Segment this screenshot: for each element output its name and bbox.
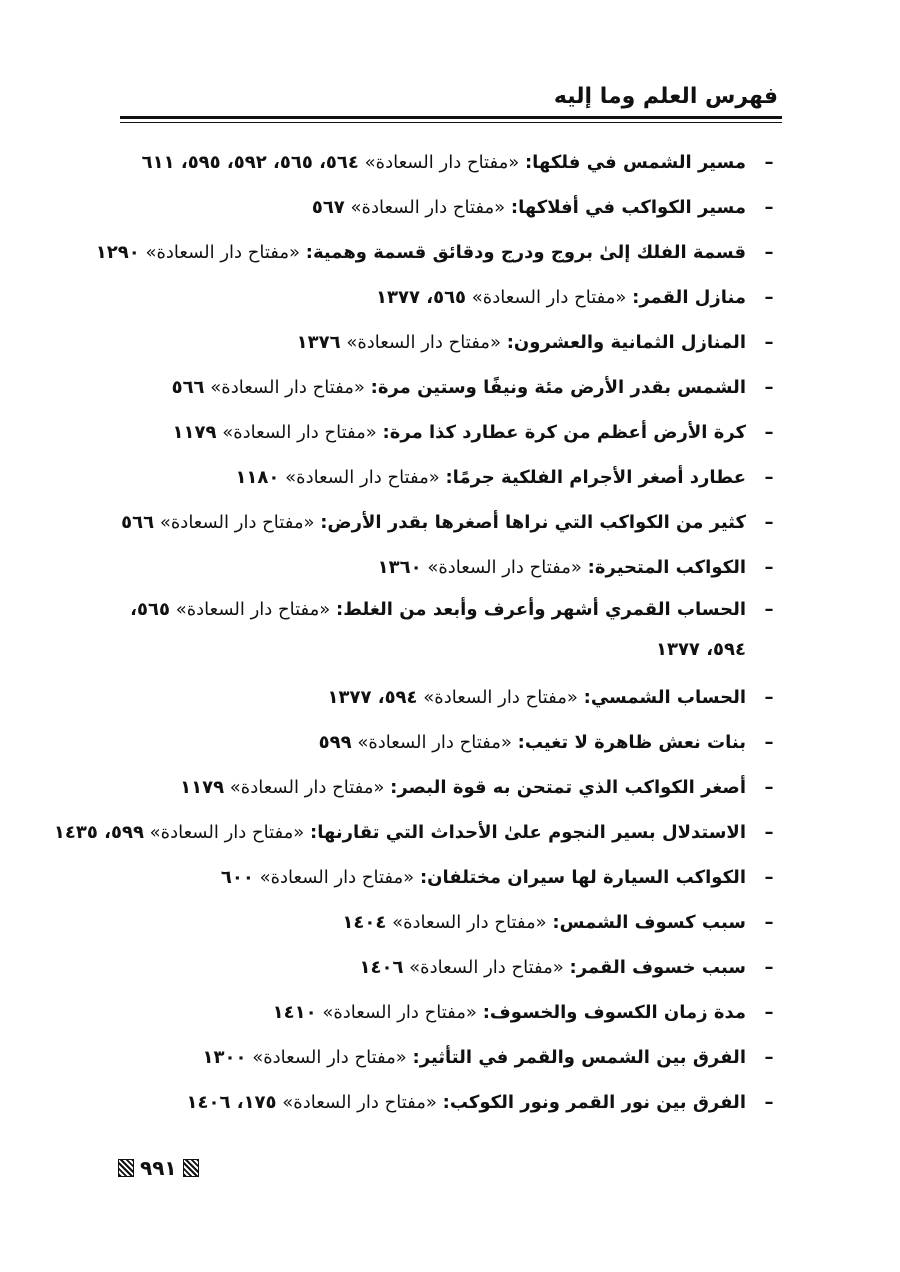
entry-body bbox=[110, 765, 746, 810]
entry-title: الفرق بين نور القمر ونور الكوكب: bbox=[442, 1092, 746, 1113]
entry-body bbox=[110, 1035, 746, 1080]
index-entry bbox=[53, 810, 778, 855]
entry-body bbox=[110, 855, 746, 900]
entry-dash: – bbox=[764, 287, 774, 308]
entry-body bbox=[110, 320, 746, 365]
entry-source: «مفتاح دار السعادة» bbox=[392, 912, 547, 933]
entry-pages: ٥٦٧ bbox=[311, 197, 345, 218]
index-entry bbox=[110, 945, 778, 990]
running-header-title: فهرس العلم وما إليه bbox=[553, 84, 778, 109]
entry-title: مسير الشمس في فلكها: bbox=[524, 152, 746, 173]
entry-source: «مفتاح دار السعادة» bbox=[427, 557, 582, 578]
entry-body bbox=[96, 230, 746, 275]
entry-dash: – bbox=[764, 152, 774, 173]
page-footer bbox=[118, 1156, 199, 1180]
entry-title: سبب خسوف القمر: bbox=[569, 957, 746, 978]
entry-title: مدة زمان الكسوف والخسوف: bbox=[482, 1002, 746, 1023]
entry-pages: ١١٨٠ bbox=[235, 467, 280, 488]
entry-dash: – bbox=[764, 1047, 774, 1068]
index-entry bbox=[110, 590, 778, 670]
entry-title: الفرق بين الشمس والقمر في التأثير: bbox=[412, 1047, 746, 1068]
entry-title: عطارد أصغر الأجرام الفلكية جرمًا: bbox=[445, 467, 746, 488]
index-entry bbox=[110, 410, 778, 455]
index-entries-list bbox=[53, 140, 778, 1125]
entry-title: الكواكب المتحيرة: bbox=[587, 557, 746, 578]
entry-pages: ٥٦٥، ٥٩٤، ١٣٧٧ bbox=[130, 599, 746, 660]
entry-body bbox=[110, 140, 746, 185]
entry-pages: ١٣٧٦ bbox=[296, 332, 341, 353]
entry-source: «مفتاح دار السعادة» bbox=[364, 152, 520, 173]
index-entry bbox=[110, 675, 778, 720]
entry-body bbox=[110, 545, 746, 590]
entry-dash: – bbox=[764, 242, 774, 263]
entry-dash: – bbox=[764, 822, 774, 843]
entry-source: «مفتاح دار السعادة» bbox=[259, 867, 415, 888]
entry-title: أصغر الكواكب الذي تمتحن به قوة البصر: bbox=[390, 777, 746, 798]
entry-source: «مفتاح دار السعادة» bbox=[229, 777, 385, 798]
entry-body bbox=[110, 455, 746, 500]
entry-title: الحساب القمري أشهر وأعرف وأبعد من الغلط: bbox=[336, 599, 746, 620]
entry-title: سبب كسوف الشمس: bbox=[552, 912, 746, 933]
square-ornament-icon bbox=[183, 1159, 199, 1177]
index-entry bbox=[110, 140, 778, 185]
entry-dash: – bbox=[764, 422, 774, 443]
entry-source: «مفتاح دار السعادة» bbox=[175, 599, 331, 620]
entry-title: الكواكب السيارة لها سيران مختلفان: bbox=[419, 867, 746, 888]
entry-title: المنازل الثمانية والعشرون: bbox=[506, 332, 746, 353]
entry-pages: ٦٠٠ bbox=[220, 867, 254, 888]
entry-source: «مفتاح دار السعادة» bbox=[159, 512, 315, 533]
index-entry bbox=[110, 765, 778, 810]
entry-source: «مفتاح دار السعادة» bbox=[357, 732, 512, 753]
entry-dash: – bbox=[764, 687, 774, 708]
entry-body bbox=[110, 590, 746, 670]
entry-source: «مفتاح دار السعادة» bbox=[350, 197, 506, 218]
entry-dash: – bbox=[764, 957, 774, 978]
index-entry bbox=[110, 455, 778, 500]
entry-pages: ٥٩٩ bbox=[318, 732, 352, 753]
entry-pages: ٥٦٦ bbox=[171, 377, 205, 398]
header-rule-thick bbox=[120, 116, 782, 119]
entry-body bbox=[54, 810, 746, 855]
entry-dash: – bbox=[764, 777, 774, 798]
entry-dash: – bbox=[764, 557, 774, 578]
entry-dash: – bbox=[764, 467, 774, 488]
entry-source: «مفتاح دار السعادة» bbox=[222, 422, 377, 443]
entry-source: «مفتاح دار السعادة» bbox=[282, 1092, 437, 1113]
entry-dash: – bbox=[764, 1092, 774, 1113]
index-entry bbox=[110, 1080, 778, 1125]
entry-body bbox=[110, 410, 746, 455]
index-entry bbox=[110, 545, 778, 590]
entry-pages: ٥٦٤، ٥٦٥، ٥٩٢، ٥٩٥، ٦١١ bbox=[141, 152, 359, 173]
entry-dash: – bbox=[764, 1002, 774, 1023]
entry-source: «مفتاح دار السعادة» bbox=[346, 332, 501, 353]
entry-dash: – bbox=[764, 732, 774, 753]
index-entry bbox=[110, 500, 778, 545]
entry-title: كرة الأرض أعظم من كرة عطارد كذا مرة: bbox=[382, 422, 746, 443]
entry-title: الاستدلال بسير النجوم علىٰ الأحداث التي تقارنها: bbox=[310, 822, 746, 843]
entry-title: الشمس بقدر الأرض مئة ونيفًا وستين مرة: bbox=[370, 377, 746, 398]
entry-pages: ١١٧٩ bbox=[172, 422, 217, 443]
entry-title: قسمة الفلك إلىٰ بروج ودرج ودقائق قسمة وهمية: bbox=[305, 242, 746, 263]
index-entry bbox=[110, 720, 778, 765]
index-entry bbox=[110, 185, 778, 230]
entry-source: «مفتاح دار السعادة» bbox=[471, 287, 627, 308]
entry-pages: ١٤٠٦ bbox=[359, 957, 404, 978]
entry-dash: – bbox=[764, 377, 774, 398]
entry-body bbox=[110, 185, 746, 230]
entry-dash: – bbox=[764, 867, 774, 888]
entry-pages: ٥٦٥، ١٣٧٧ bbox=[376, 287, 467, 308]
entry-dash: – bbox=[764, 197, 774, 218]
header-rule-thin bbox=[120, 122, 782, 123]
entry-source: «مفتاح دار السعادة» bbox=[145, 242, 301, 263]
index-entry bbox=[110, 990, 778, 1035]
page-number: ٩٩١ bbox=[140, 1156, 177, 1180]
entry-pages: ١٤١٠ bbox=[272, 1002, 317, 1023]
entry-pages: ١١٧٩ bbox=[180, 777, 225, 798]
entry-title: كثير من الكواكب التي نراها أصغرها بقدر الأرض: bbox=[320, 512, 746, 533]
entry-body bbox=[110, 365, 746, 410]
entry-source: «مفتاح دار السعادة» bbox=[252, 1047, 407, 1068]
entry-pages: ٥٩٩، ١٤٣٥ bbox=[53, 822, 144, 843]
entry-source: «مفتاح دار السعادة» bbox=[149, 822, 305, 843]
entry-pages: ١٣٠٠ bbox=[202, 1047, 247, 1068]
entry-title: الحساب الشمسي: bbox=[583, 687, 746, 708]
entry-pages: ١٤٠٤ bbox=[342, 912, 387, 933]
index-entry bbox=[110, 365, 778, 410]
entry-source: «مفتاح دار السعادة» bbox=[322, 1002, 477, 1023]
entry-source: «مفتاح دار السعادة» bbox=[423, 687, 578, 708]
entry-body bbox=[110, 990, 746, 1035]
entry-body bbox=[110, 900, 746, 945]
square-ornament-icon bbox=[118, 1159, 134, 1177]
index-entry bbox=[110, 855, 778, 900]
entry-pages: ٥٦٦ bbox=[121, 512, 155, 533]
entry-dash: – bbox=[764, 599, 774, 620]
entry-title: منازل القمر: bbox=[632, 287, 746, 308]
entry-dash: – bbox=[764, 912, 774, 933]
index-entry bbox=[110, 275, 778, 320]
entry-pages: ١٣٦٠ bbox=[377, 557, 422, 578]
entry-body bbox=[110, 675, 746, 720]
index-entry bbox=[110, 1035, 778, 1080]
entry-title: بنات نعش ظاهرة لا تغيب: bbox=[517, 732, 746, 753]
entry-body bbox=[110, 1080, 746, 1125]
entry-pages: ٥٩٤، ١٣٧٧ bbox=[327, 687, 418, 708]
entry-body bbox=[110, 945, 746, 990]
entry-pages: ١٧٥، ١٤٠٦ bbox=[186, 1092, 277, 1113]
index-entry bbox=[95, 230, 778, 275]
index-entry bbox=[110, 320, 778, 365]
entry-source: «مفتاح دار السعادة» bbox=[409, 957, 564, 978]
entry-dash: – bbox=[764, 512, 774, 533]
entry-body bbox=[110, 275, 746, 320]
entry-dash: – bbox=[764, 332, 774, 353]
index-entry bbox=[110, 900, 778, 945]
entry-source: «مفتاح دار السعادة» bbox=[210, 377, 365, 398]
entry-pages: ١٢٩٠ bbox=[95, 242, 140, 263]
entry-body bbox=[110, 720, 746, 765]
entry-body bbox=[110, 500, 746, 545]
entry-source: «مفتاح دار السعادة» bbox=[285, 467, 440, 488]
entry-title: مسير الكواكب في أفلاكها: bbox=[510, 197, 746, 218]
